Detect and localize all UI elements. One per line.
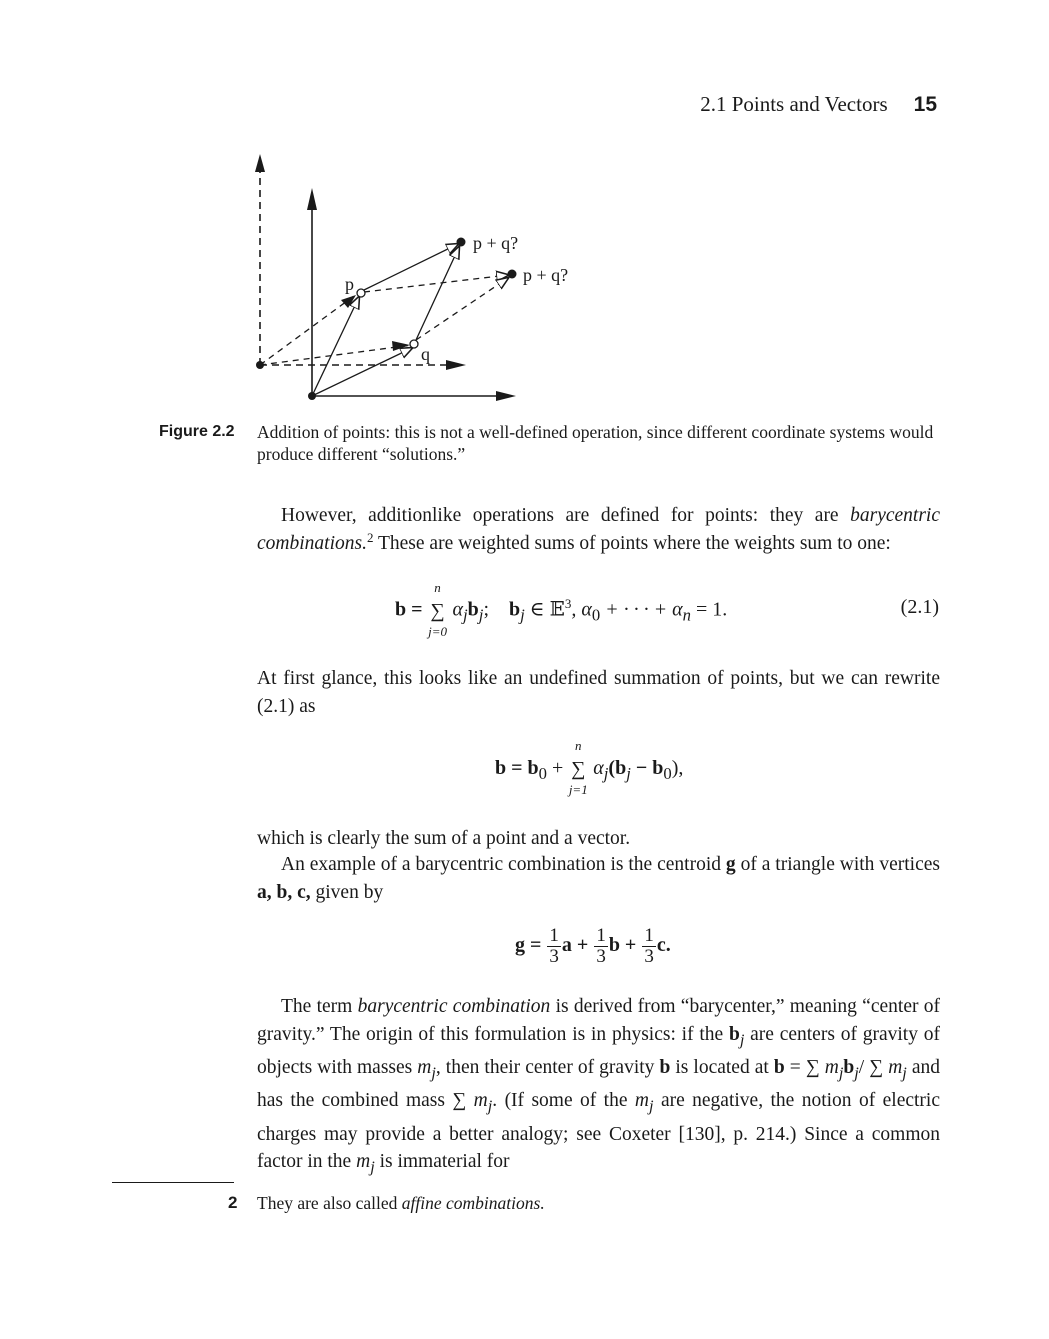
footnote-mark: 2 [228,1193,238,1212]
para4-abc: a, b, c, [257,881,311,903]
eq1-sum-lower: j=0 [428,623,447,639]
para1-emphasis: barycentric combinations. [257,505,940,554]
p5-b1: b [728,1023,740,1045]
p5-t11: is immaterial for [374,1151,510,1173]
equation-number: (2.1) [900,596,939,618]
eq2-b0-sub-2: 0 [663,764,672,783]
running-head [700,92,937,117]
p5-t4: , then their center of gravity [435,1056,660,1078]
p5-t10: are negative, the notion of electric charges may provide a better analogy; see Coxeter [130], p. 214.) Since a common factor in the [257,1090,940,1173]
eq3-num-a: 1 [549,925,559,946]
para4-text-2: of a triangle with vertices [735,854,940,875]
eq1-alpha-sub: j [463,605,468,625]
eq1-cond-alpha: , α [571,598,592,621]
solid-vector-to-p [312,297,359,396]
figure-2-2 [240,150,580,410]
eq3-b: b + [608,934,642,957]
p5-b4: b [843,1056,855,1078]
p5-m1: m [417,1056,432,1078]
eq1-cond-b: b [509,598,521,621]
p5-t1: The term [281,996,358,1017]
eq1-sum-upper: n [434,579,441,595]
p5-t6: = ∑ [784,1056,825,1078]
eq3-c: c. [656,934,671,957]
eq3-frac-c [642,926,656,967]
paragraph-5 [257,993,940,1182]
eq2-alpha-sub: j [603,764,609,783]
eq1-sum [428,579,448,639]
eq1-alpha0-sub: 0 [591,605,601,625]
p5-j5: j [902,1063,907,1082]
label-q: q [421,344,430,364]
p5-j2: j [431,1063,436,1082]
eq2-lhs: b = b [495,757,539,779]
paragraph-4 [257,851,940,906]
eq1-alphan-sub: n [682,605,691,625]
p5-j1: j [739,1030,745,1049]
eq2-bj-sub: j [626,764,631,783]
solid-x-axis-arrow [496,391,516,401]
eq1-alpha: α [452,598,464,621]
sum-point-upper [457,238,466,247]
p5-em1: barycentric combination [357,996,551,1017]
eq3-lhs: g = [515,934,547,957]
p5-j7: j [649,1097,654,1116]
p5-j6: j [487,1097,493,1116]
eq3-den-b: 3 [596,946,606,967]
sum-point-lower [508,270,517,279]
eq1-cond-mid: + · · · + α [600,598,683,621]
page-number: 15 [913,93,937,116]
label-sum-upper: p + q? [473,233,519,253]
p5-j3: j [838,1063,844,1082]
paragraph-2: At first glance, this looks like an undefined summation of points, but we can rewrite (2.1) as [257,668,940,717]
eq1-cond-sub: j [520,605,525,625]
eq3-a: a + [561,934,594,957]
eq2-minus-b0: − b [630,757,664,779]
solid-y-axis-arrow [307,188,317,210]
p5-t2: is derived from “barycenter,” meaning “center of gravity.” The origin of this formulation is in physics: if the [257,996,940,1045]
p5-m4: m [473,1090,488,1112]
para1-text: However, additionlike operations are defined for points: they are [281,505,851,526]
p5-b3: b [773,1056,785,1078]
eq1-cond-end: = 1. [690,598,728,621]
figure-caption: Addition of points: this is not a well-defined operation, since different coordinate systems would produce different “solutions.” [257,422,934,464]
eq3-num-c: 1 [644,925,654,946]
footnote-text [257,1193,545,1214]
p5-m2: m [824,1056,839,1078]
footnote-ref: 2 [366,529,374,545]
p5-t3: are centers of gravity of objects with masses [257,1023,940,1078]
p5-j8: j [370,1158,375,1177]
dashed-vector-to-q [260,345,412,365]
eq1-cond-space: ∈ 𝔼 [524,598,565,621]
footnote-t1: They are also called [257,1193,402,1213]
point-q [410,340,418,348]
footnote-rule [112,1182,234,1183]
eq1-cond-sup: 3 [564,596,572,611]
eq2-alpha: α [593,757,604,779]
eq3-den-c: 3 [644,946,654,967]
para4-g: g [725,854,736,875]
p5-m3: m [888,1056,903,1078]
p5-t9: . (If some of the [492,1090,635,1112]
eq2-sum [568,737,588,797]
eq1-sep: ; [483,598,489,621]
paragraph-3: which is clearly the sum of a point and a vector. [257,828,631,849]
solid-vector-to-q [312,348,412,396]
eq1-lhs: b = [395,598,428,621]
p5-m5: m [634,1090,650,1112]
point-addition-diagram [240,150,580,410]
eq1-b: b [467,598,479,621]
equation-centroid [515,926,671,967]
p5-t5: is located at [670,1056,774,1078]
dashed-x-axis-arrow [446,360,466,370]
eq2-b0-sub: 0 [538,764,547,783]
para1-text-2: These are weighted sums of points where the weights sum to one: [373,532,891,554]
figure-caption-tag: Figure 2.2 [159,423,235,440]
equation-2-1 [395,579,728,639]
paragraph-1 [257,502,940,557]
dashed-y-axis-arrow [255,154,265,172]
eq1-sigma: ∑ [430,599,445,622]
eq3-frac-a [547,926,561,967]
eq2-sum-upper: n [575,737,582,753]
point-p [357,289,365,297]
para4-text: An example of a barycentric combination is the centroid [281,854,726,875]
dashed-origin-point [256,361,264,369]
p5-j4: j [854,1063,859,1082]
eq2-sigma: ∑ [571,757,586,780]
solid-origin-point [308,392,316,400]
equation-rewrite [495,737,684,797]
eq2-end: ), [671,757,684,779]
dashed-p-arrowhead [341,295,356,308]
eq3-frac-b [594,926,608,967]
label-p: p [345,274,354,294]
section-title: 2.1 Points and Vectors [700,92,888,116]
dashed-p-to-sum [364,275,508,292]
p5-b2: b [659,1056,671,1078]
label-sum-lower: p + q? [523,265,569,285]
eq2-plus: + [546,757,569,779]
p5-t7: / ∑ [858,1056,889,1078]
p5-m6: m [356,1151,371,1173]
eq3-num-b: 1 [596,925,606,946]
eq2-sum-lower: j=1 [568,781,588,797]
para4-text-3: given by [310,881,384,903]
eq2-bj: (b [608,757,627,779]
footnote-em: affine combinations. [401,1193,545,1213]
eq1-b-sub: j [478,605,484,625]
eq3-den-a: 3 [549,946,559,967]
p5-t8: and has the combined mass ∑ [257,1056,940,1112]
